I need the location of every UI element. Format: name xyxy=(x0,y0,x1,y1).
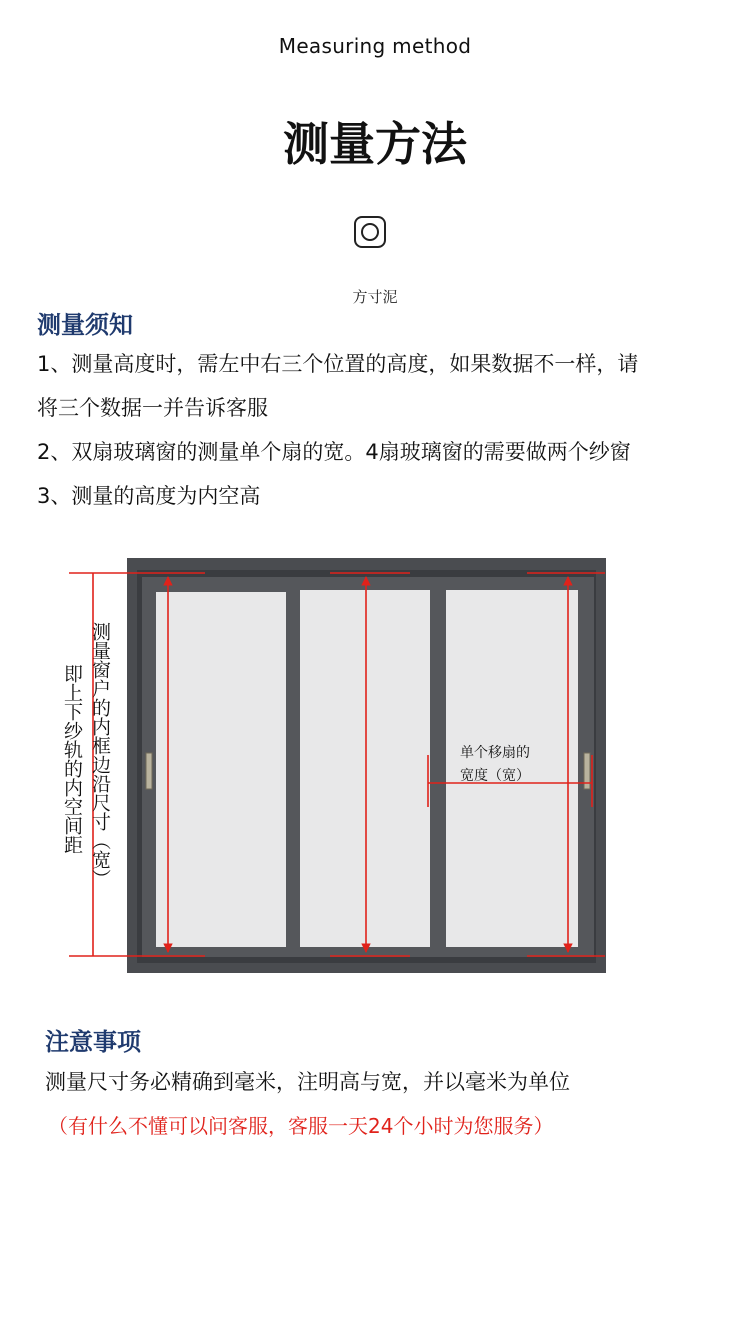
sash-width-label-line-1: 单个移扇的 xyxy=(460,745,530,761)
glass-left xyxy=(156,592,286,947)
caution-text: 测量尺寸务必精确到毫米，注明高与宽，并以毫米为单位 xyxy=(45,1070,570,1094)
camera-lens-icon xyxy=(354,216,386,248)
caution-heading: 注意事项 xyxy=(45,1028,141,1056)
page-title: 测量方法 xyxy=(283,117,467,171)
glass-middle xyxy=(300,590,430,947)
window-measurement-diagram xyxy=(60,545,620,985)
subtitle-english: Measuring method xyxy=(278,34,472,58)
notice-line-2: 2、双扇玻璃窗的测量单个扇的宽。4扇玻璃窗的需要做两个纱窗 xyxy=(37,440,631,464)
customer-service-note: （有什么不懂可以问客服，客服一天24个小时为您服务） xyxy=(48,1114,554,1138)
sash-width-label-line-2: 宽度（宽） xyxy=(460,768,530,784)
handle-left xyxy=(146,753,152,789)
brand-name: 方寸泥 xyxy=(352,288,398,306)
notice-heading: 测量须知 xyxy=(37,311,133,339)
notice-line-1b: 将三个数据一并告诉客服 xyxy=(37,396,268,420)
height-measure-label: 测量窗户的内框边沿尺寸（宽） xyxy=(89,622,111,888)
notice-line-3: 3、测量的高度为内空高 xyxy=(37,484,261,508)
notice-line-1a: 1、测量高度时，需左中右三个位置的高度，如果数据不一样，请 xyxy=(37,352,639,376)
height-measure-sublabel: 即上下纱轨的内空间距 xyxy=(61,664,83,854)
